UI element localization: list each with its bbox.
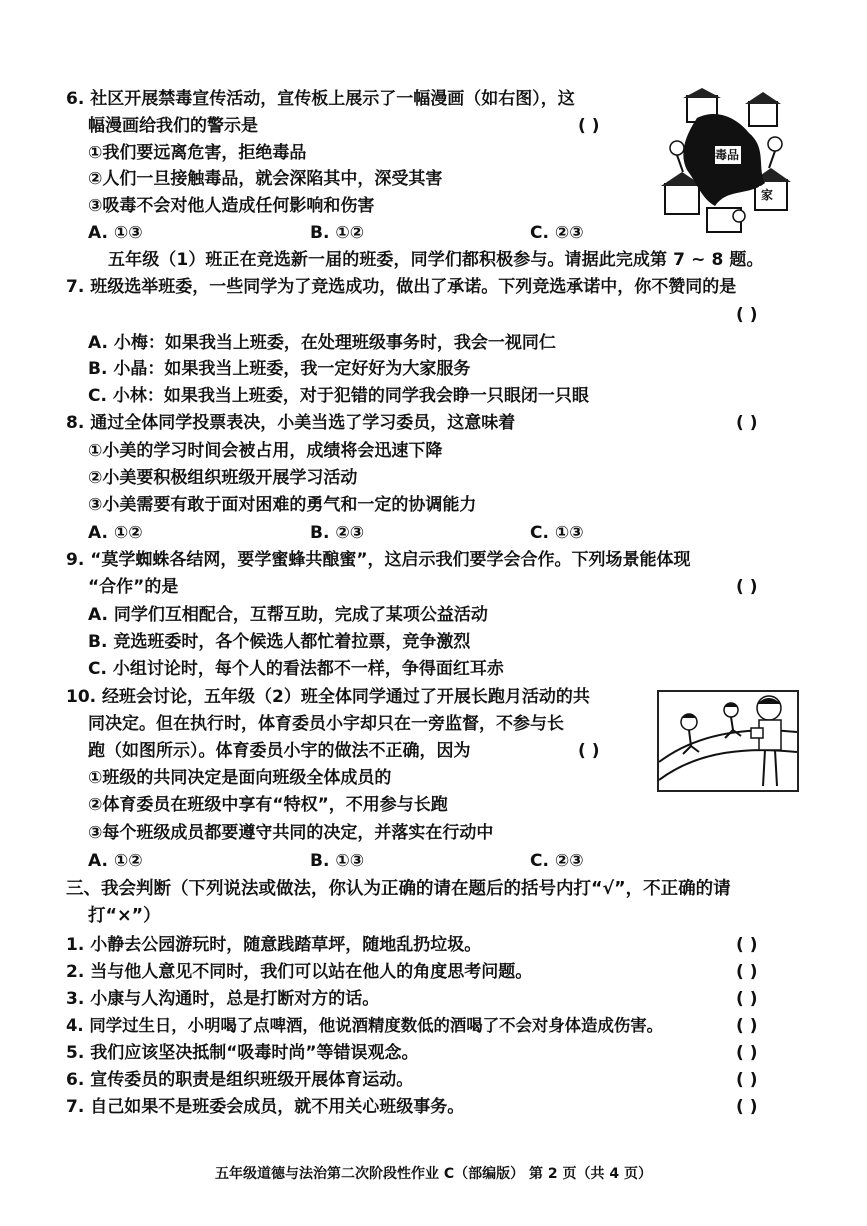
q9-option-b[interactable]: B. 竞选班委时，各个候选人都忙着拉票，竞争激烈 <box>88 632 471 652</box>
q6-stem-line1: 6. 社区开展禁毒宣传活动，宣传板上展示了一幅漫画（如右图），这 <box>66 89 575 109</box>
judge-item-5-paren[interactable]: ( ) <box>736 1043 758 1063</box>
cartoon-label-home: 家 <box>761 188 774 202</box>
q6-statement-2: ②人们一旦接触毒品，就会深陷其中，深受其害 <box>88 169 443 189</box>
q6-statement-1: ①我们要远离危害，拒绝毒品 <box>88 143 307 163</box>
q8-statement-2: ②小美要积极组织班级开展学习活动 <box>88 468 358 488</box>
q7-8-intro: 五年级（1）班正在竞选新一届的班委，同学们都积极参与。请据此完成第 7 ~ 8 题。 <box>108 250 764 270</box>
judge-item-2-paren[interactable]: ( ) <box>736 962 758 982</box>
q10-running-figure <box>657 690 799 792</box>
q7-stem: 7. 班级选举班委，一些同学为了竞选成功，做出了承诺。下列竞选承诺中，你不赞同的是 <box>66 277 737 297</box>
judge-item-2: 2. 当与他人意见不同时，我们可以站在他人的角度思考问题。 <box>66 962 533 982</box>
q10-statement-3: ③每个班级成员都要遵守共同的决定，并落实在行动中 <box>88 823 494 843</box>
judge-item-3-paren[interactable]: ( ) <box>736 989 758 1009</box>
q9-option-a[interactable]: A. 同学们互相配合，互帮互助，完成了某项公益活动 <box>88 605 488 625</box>
judge-item-6: 6. 宣传委员的职责是组织班级开展体育运动。 <box>66 1070 414 1090</box>
judge-item-3: 3. 小康与人沟通时，总是打断对方的话。 <box>66 989 380 1009</box>
q10-stem-line1: 10. 经班会讨论，五年级（2）班全体同学通过了开展长跑月活动的共 <box>66 687 590 707</box>
q8-statement-1: ①小美的学习时间会被占用，成绩将会迅速下降 <box>88 441 443 461</box>
judge-item-6-paren[interactable]: ( ) <box>736 1070 758 1090</box>
q8-option-a[interactable]: A. ①② <box>88 523 143 543</box>
q10-option-b[interactable]: B. ①③ <box>310 851 365 871</box>
q9-stem-line1: 9. “莫学蜘蛛各结网，要学蜜蜂共酿蜜”，这启示我们要学会合作。下列场景能体现 <box>66 550 691 570</box>
q7-option-b[interactable]: B. 小晶：如果我当上班委，我一定好好为大家服务 <box>88 359 471 379</box>
cartoon-label-drug: 毒品 <box>715 148 740 162</box>
q8-answer-paren[interactable]: ( ) <box>736 413 758 433</box>
q9-stem-line2: “合作”的是 <box>88 577 179 597</box>
q9-answer-paren[interactable]: ( ) <box>736 577 758 597</box>
q10-option-a[interactable]: A. ①② <box>88 851 143 871</box>
q6-stem-line2: 幅漫画给我们的警示是 <box>88 116 258 136</box>
q7-answer-paren[interactable]: ( ) <box>736 305 758 325</box>
q10-stem-line2: 同决定。但在执行时，体育委员小宇却只在一旁监督，不参与长 <box>88 714 564 734</box>
q7-option-a[interactable]: A. 小梅：如果我当上班委，在处理班级事务时，我会一视同仁 <box>88 333 556 353</box>
q10-statement-1: ①班级的共同决定是面向班级全体成员的 <box>88 768 392 788</box>
q7-option-c[interactable]: C. 小林：如果我当上班委，对于犯错的同学我会睁一只眼闭一只眼 <box>88 386 589 406</box>
judge-item-1-paren[interactable]: ( ) <box>736 935 758 955</box>
judge-item-7-paren[interactable]: ( ) <box>736 1097 758 1117</box>
q6-option-a[interactable]: A. ①③ <box>88 223 143 243</box>
q10-option-c[interactable]: C. ②③ <box>530 851 584 871</box>
running-track-drawing <box>659 692 797 790</box>
judge-item-5: 5. 我们应该坚决抵制“吸毒时尚”等错误观念。 <box>66 1043 419 1063</box>
judge-item-1: 1. 小静去公园游玩时，随意践踏草坪，随地乱扔垃圾。 <box>66 935 482 955</box>
q9-option-c[interactable]: C. 小组讨论时，每个人的看法都不一样，争得面红耳赤 <box>88 659 504 679</box>
q8-statement-3: ③小美需要有敢于面对困难的勇气和一定的协调能力 <box>88 495 477 515</box>
q8-stem: 8. 通过全体同学投票表决，小美当选了学习委员，这意味着 <box>66 413 516 433</box>
q6-statement-3: ③吸毒不会对他人造成任何影响和伤害 <box>88 196 375 216</box>
page-footer: 五年级道德与法治第二次阶段性作业 C（部编版） 第 2 页（共 4 页） <box>215 1166 652 1182</box>
judge-item-7: 7. 自己如果不是班委会成员，就不用关心班级事务。 <box>66 1097 465 1117</box>
judge-item-4-paren[interactable]: ( ) <box>736 1016 758 1036</box>
q6-option-c[interactable]: C. ②③ <box>530 223 584 243</box>
q8-option-c[interactable]: C. ①③ <box>530 523 584 543</box>
q6-drug-cartoon <box>657 88 797 236</box>
q10-statement-2: ②体育委员在班级中享有“特权”，不用参与长跑 <box>88 795 448 815</box>
q8-option-b[interactable]: B. ②③ <box>310 523 365 543</box>
q10-answer-paren[interactable]: ( ) <box>578 741 600 761</box>
section3-title-line1: 三、我会判断（下列说法或做法，你认为正确的请在题后的括号内打“√”，不正确的请 <box>66 879 731 899</box>
section3-title-line2: 打“×”） <box>88 906 161 926</box>
q6-option-b[interactable]: B. ①② <box>310 223 365 243</box>
q10-stem-line3: 跑（如图所示）。体育委员小宇的做法不正确，因为 <box>88 741 471 761</box>
q6-answer-paren[interactable]: ( ) <box>578 116 600 136</box>
judge-item-4: 4. 同学过生日，小明喝了点啤酒，他说酒精度数低的酒喝了不会对身体造成伤害。 <box>66 1016 664 1035</box>
